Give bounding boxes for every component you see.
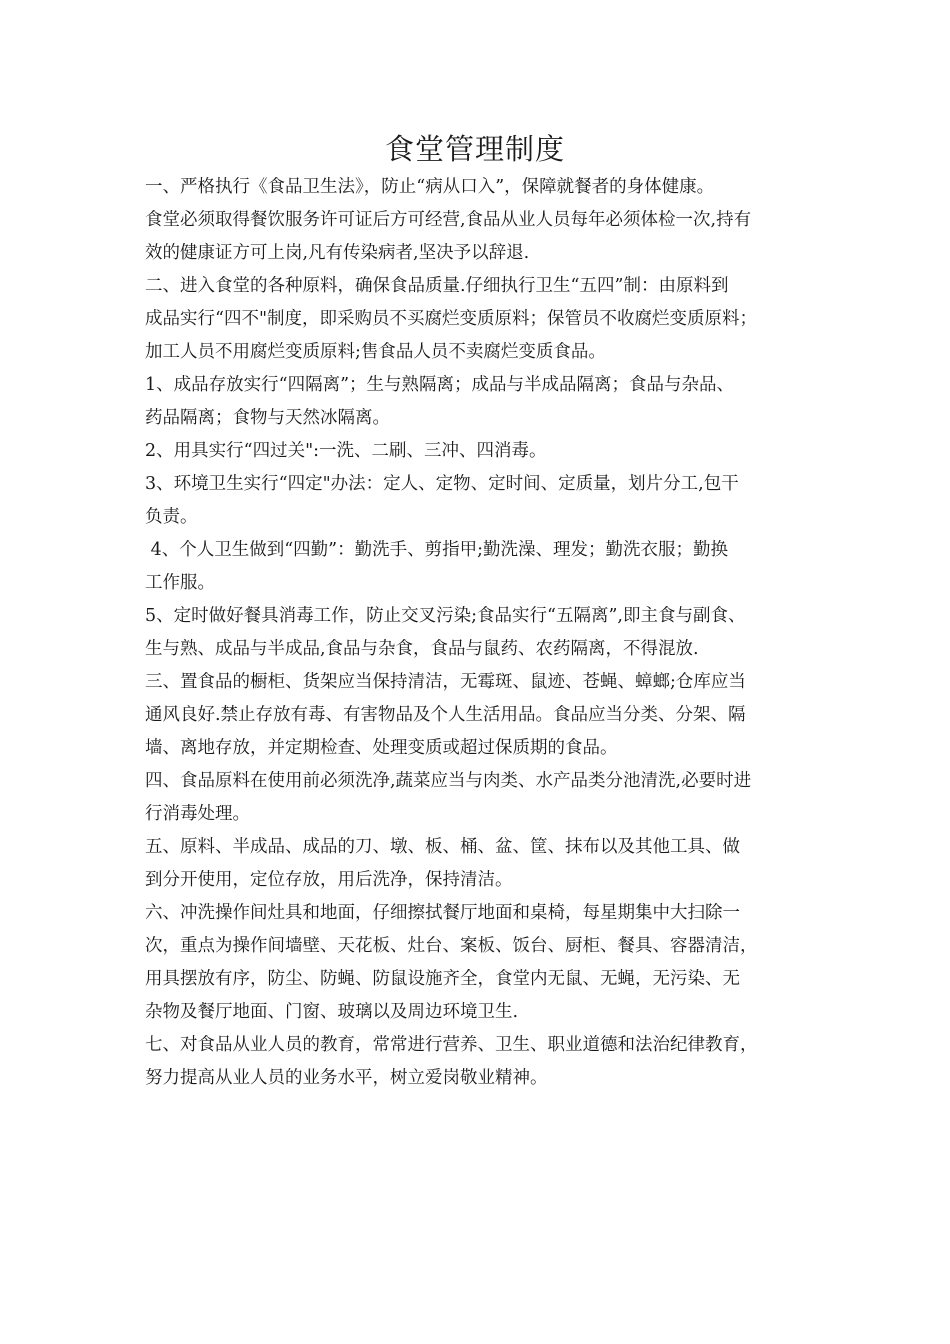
body-line: 生与熟、成品与半成品,食品与杂食，食品与鼠药、农药隔离，不得混放. bbox=[145, 639, 699, 659]
body-line: 效的健康证方可上岗,凡有传染病者,坚决予以辞退. bbox=[145, 243, 530, 263]
body-line: 杂物及餐厅地面、门窗、玻璃以及周边环境卫生. bbox=[145, 1002, 519, 1022]
body-line: 七、对食品从业人员的教育，常常进行营养、卫生、职业道德和法治纪律教育， bbox=[145, 1035, 758, 1055]
body-line: 墙、离地存放，并定期检查、处理变质或超过保质期的食品。 bbox=[145, 738, 618, 758]
body-line: 4、个人卫生做到“四勤”：勤洗手、剪指甲;勤洗澡、理发；勤洗衣服；勤换 bbox=[145, 540, 728, 560]
body-line: 六、冲洗操作间灶具和地面，仔细擦拭餐厅地面和桌椅，每星期集中大扫除一 bbox=[145, 903, 740, 923]
body-line: 行消毒处理。 bbox=[145, 804, 250, 824]
body-line: 五、原料、半成品、成品的刀、墩、板、桶、盆、筐、抹布以及其他工具、做 bbox=[145, 837, 740, 857]
body-line: 次，重点为操作间墙壁、天花板、灶台、案板、饭台、厨柜、餐具、容器清洁， bbox=[145, 936, 758, 956]
body-line: 三、置食品的橱柜、货架应当保持清洁，无霉斑、鼠迹、苍蝇、蟑螂;仓库应当 bbox=[145, 672, 746, 692]
body-line: 四、食品原料在使用前必须洗净,蔬菜应当与肉类、水产品类分池清洗,必要时进 bbox=[145, 771, 752, 791]
document-title: 食堂管理制度 bbox=[384, 132, 565, 166]
body-line: 二、进入食堂的各种原料，确保食品质量.仔细执行卫生“五四”制：由原料到 bbox=[145, 276, 729, 296]
body-line: 食堂必须取得餐饮服务许可证后方可经营,食品从业人员每年必须体检一次,持有 bbox=[145, 210, 752, 230]
body-line: 成品实行“四不"制度，即采购员不买腐烂变质原料；保管员不收腐烂变质原料； bbox=[145, 309, 757, 329]
body-line: 一、严格执行《食品卫生法》，防止“病从口入”，保障就餐者的身体健康。 bbox=[145, 177, 715, 197]
body-line: 5、定时做好餐具消毒工作，防止交叉污染;食品实行“五隔离”,即主食与副食、 bbox=[145, 606, 746, 626]
body-line: 3、环境卫生实行“四定"办法：定人、定物、定时间、定质量，划片分工,包干 bbox=[145, 474, 739, 494]
body-line: 2、用具实行“四过关":一洗、二刷、三冲、四消毒。 bbox=[145, 441, 547, 461]
body-line: 通风良好.禁止存放有毒、有害物品及个人生活用品。食品应当分类、分架、隔 bbox=[145, 705, 746, 725]
body-line: 用具摆放有序，防尘、防蝇、防鼠设施齐全，食堂内无鼠、无蝇，无污染、无 bbox=[145, 969, 740, 989]
body-line: 工作服。 bbox=[145, 573, 215, 593]
body-line: 负责。 bbox=[145, 507, 198, 527]
body-line: 加工人员不用腐烂变质原料;售食品人员不卖腐烂变质食品。 bbox=[145, 342, 606, 362]
body-line: 努力提高从业人员的业务水平，树立爱岗敬业精神。 bbox=[145, 1068, 548, 1088]
body-line: 1、成品存放实行“四隔离”；生与熟隔离；成品与半成品隔离；食品与杂品、 bbox=[145, 375, 735, 395]
body-line: 到分开使用，定位存放，用后洗净，保持清洁。 bbox=[145, 870, 513, 890]
body-line: 药品隔离；食物与天然冰隔离。 bbox=[145, 408, 390, 428]
document-body bbox=[145, 171, 825, 1095]
